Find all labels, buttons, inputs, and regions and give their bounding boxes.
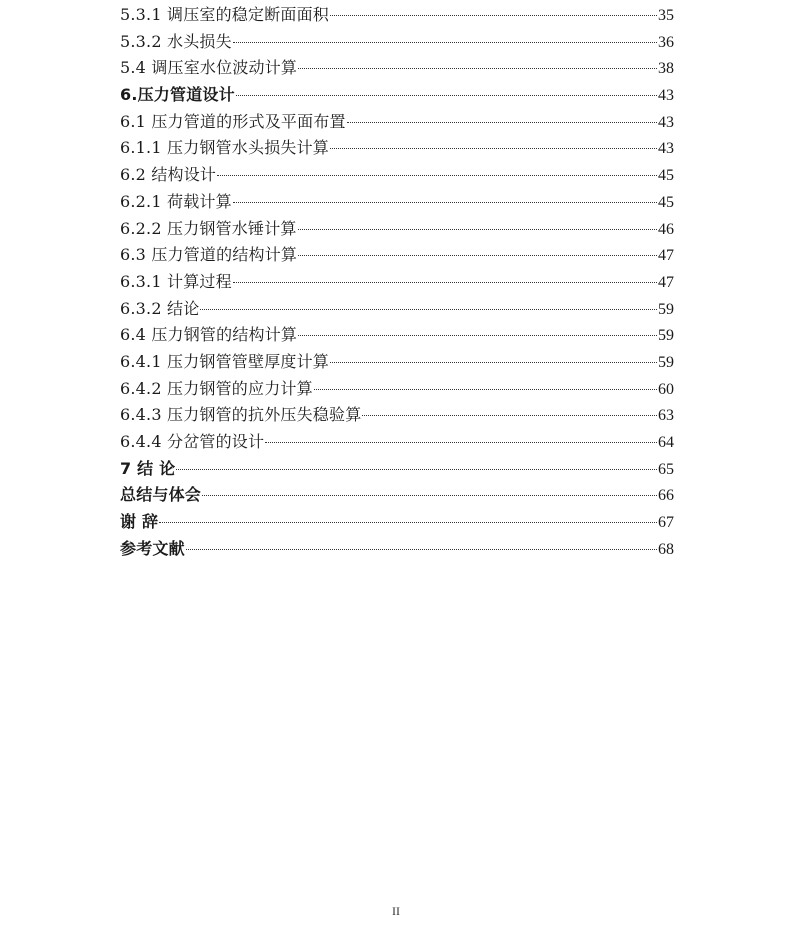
dot-leader	[200, 309, 657, 310]
toc-entry-page: 68	[658, 540, 674, 558]
dot-leader	[217, 175, 657, 176]
toc-chapter-entry[interactable]	[120, 456, 674, 483]
toc-entry-label: 5.3.2 水头损失	[120, 31, 232, 51]
dot-leader	[233, 42, 657, 43]
toc-chapter-entry[interactable]	[120, 509, 674, 536]
dot-leader	[298, 335, 657, 336]
dot-leader	[330, 362, 657, 363]
toc-entry[interactable]	[120, 242, 674, 269]
toc-entry-label: 6.2.1 荷载计算	[120, 191, 232, 211]
toc-entry-label: 谢 辞	[120, 512, 159, 532]
toc-entry-page: 46	[658, 220, 674, 238]
toc-entry-page: 67	[658, 514, 674, 532]
toc-entry-page: 47	[658, 273, 674, 291]
dot-leader	[330, 15, 657, 16]
toc-entry-page: 45	[658, 167, 674, 185]
toc-entry-label: 5.3.1 调压室的稳定断面面积	[120, 5, 329, 24]
toc-entry-label: 6.1.1 压力钢管水头损失计算	[120, 138, 329, 158]
toc-chapter-entry[interactable]	[120, 482, 674, 509]
dot-leader	[186, 549, 657, 550]
toc-entry-label: 参考文献	[120, 538, 185, 558]
toc-entry-label: 5.4 调压室水位波动计算	[120, 58, 298, 78]
toc-entry-page: 43	[658, 113, 674, 131]
dot-leader	[202, 495, 657, 496]
toc-entry[interactable]	[120, 2, 674, 29]
dot-leader	[298, 255, 657, 256]
toc-entry-label: 6.2 结构设计	[120, 165, 217, 185]
toc-entry[interactable]	[120, 296, 674, 323]
toc-entry-label: 总结与体会	[120, 485, 202, 505]
toc-entry[interactable]	[120, 29, 674, 56]
dot-leader	[176, 469, 657, 470]
dot-leader	[233, 282, 657, 283]
toc-entry[interactable]	[120, 376, 674, 403]
toc-entry-page: 59	[658, 353, 674, 371]
toc-entry[interactable]	[120, 135, 674, 162]
toc-entry[interactable]	[120, 269, 674, 296]
toc-entry-page: 59	[658, 300, 674, 318]
toc-chapter-entry[interactable]	[120, 536, 674, 563]
toc-entry-label: 7 结 论	[120, 458, 176, 478]
toc-entry-page: 38	[658, 60, 674, 78]
toc-chapter-entry[interactable]	[120, 82, 674, 109]
dot-leader	[236, 95, 657, 96]
toc-entry[interactable]	[120, 55, 674, 82]
dot-leader	[159, 522, 657, 523]
toc-entry-label: 6.4.4 分岔管的设计	[120, 432, 265, 451]
dot-leader	[265, 442, 657, 443]
toc-entry-label: 6.3.2 结论	[120, 298, 200, 318]
toc-entry-label: 6.3 压力管道的结构计算	[120, 245, 298, 265]
toc-entry-page: 59	[658, 327, 674, 345]
toc-entry-label: 6.4.2 压力钢管的应力计算	[120, 378, 313, 398]
toc-entry-page: 65	[658, 460, 674, 478]
dot-leader	[330, 148, 657, 149]
toc-entry[interactable]	[120, 216, 674, 243]
toc-entry[interactable]	[120, 162, 674, 189]
page-number: II	[392, 904, 400, 918]
toc-entry-page: 60	[658, 380, 674, 398]
dot-leader	[362, 415, 657, 416]
toc-entry-page: 36	[658, 33, 674, 51]
toc-entry-page: 43	[658, 140, 674, 158]
dot-leader	[347, 122, 657, 123]
toc-entry-page: 45	[658, 193, 674, 211]
toc-entry-page: 43	[658, 87, 674, 105]
dot-leader	[298, 229, 657, 230]
toc-entry[interactable]	[120, 402, 674, 429]
toc-entry[interactable]	[120, 349, 674, 376]
toc-entry-label: 6.4.1 压力钢管管壁厚度计算	[120, 351, 329, 371]
toc-entry[interactable]	[120, 322, 674, 349]
toc-entry-page: 47	[658, 247, 674, 265]
dot-leader	[298, 68, 657, 69]
table-of-contents	[120, 2, 674, 562]
toc-entry-label: 6.3.1 计算过程	[120, 271, 232, 291]
toc-entry-page: 63	[658, 407, 674, 425]
toc-entry-label: 6.4.3 压力钢管的抗外压失稳验算	[120, 405, 362, 425]
toc-entry-label: 6.2.2 压力钢管水锤计算	[120, 218, 297, 238]
toc-entry-label: 6.4 压力钢管的结构计算	[120, 325, 298, 345]
toc-entry[interactable]	[120, 189, 674, 216]
toc-entry-page: 64	[658, 434, 674, 451]
toc-entry-label: 6.1 压力管道的形式及平面布置	[120, 111, 346, 131]
dot-leader	[314, 389, 657, 390]
toc-entry[interactable]	[120, 429, 674, 456]
toc-entry-page: 35	[658, 7, 674, 24]
toc-entry[interactable]	[120, 109, 674, 136]
dot-leader	[233, 202, 657, 203]
toc-entry-label: 6.压力管道设计	[120, 85, 235, 105]
toc-entry-page: 66	[658, 487, 674, 505]
